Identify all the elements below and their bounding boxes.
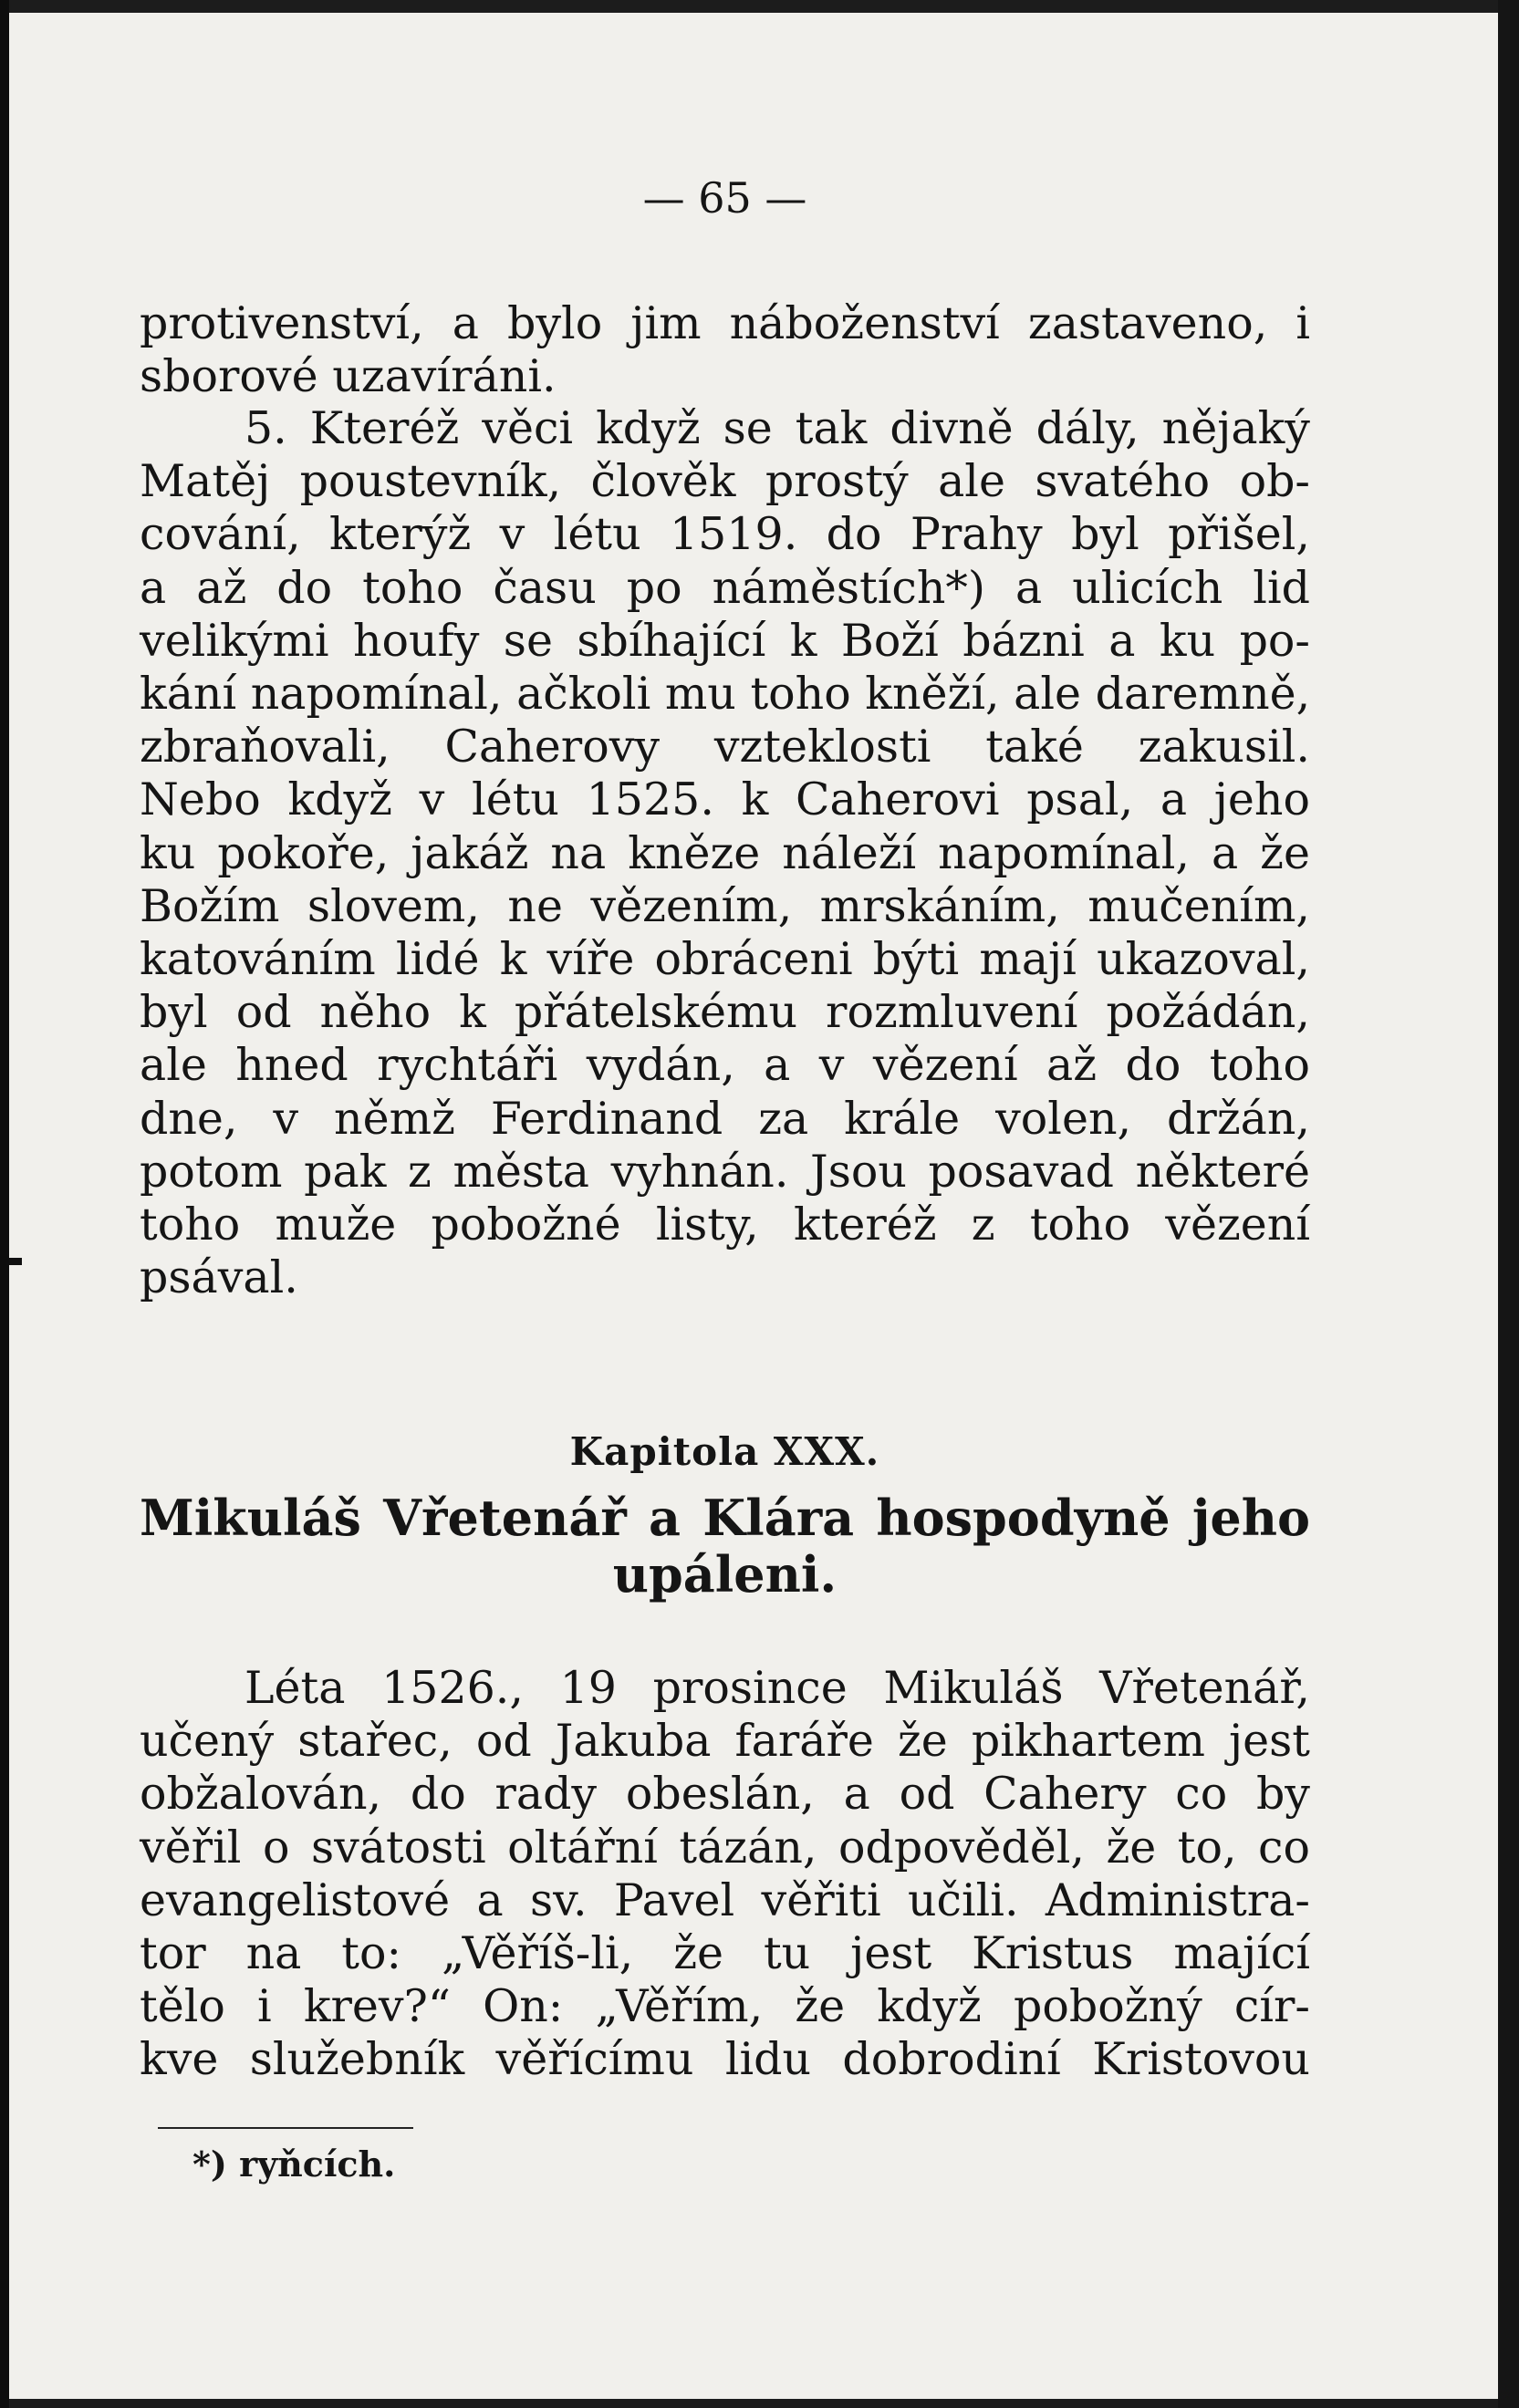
paragraph-3 xyxy=(140,1662,1310,2087)
chapter-title xyxy=(140,1489,1310,1603)
text-line: dne, v němž Ferdinand za krále volen, držán, xyxy=(140,1092,1310,1145)
paragraph-1 xyxy=(140,297,1310,403)
text-line: kání napomínal, ačkoli mu toho kněží, ale daremně, xyxy=(140,668,1311,721)
text-line: velikými houfy se sbíhající k Boží bázni a ku po- xyxy=(140,614,1310,667)
chapter-label: Kapitola XXX. xyxy=(569,1429,880,1474)
text-line: učený stařec, od Jakuba faráře že pikhartem jest xyxy=(140,1715,1310,1768)
text-line: Matěj poustevník, člověk prostý ale svatého ob- xyxy=(140,455,1310,508)
text-line: tělo i krev?“ On: „Věřím, že když pobožný cír- xyxy=(140,1980,1310,2033)
page-number: — 65 — xyxy=(642,173,807,223)
text-line: protivenství, a bylo jim náboženství zastaveno, i xyxy=(140,297,1310,349)
text-line: tor na to: „Věříš-li, že tu jest Kristus mající xyxy=(140,1927,1310,1980)
text-line: 5. Kteréž věci když se tak divně dály, nějaký xyxy=(244,402,1310,454)
page-edge-mark xyxy=(9,1258,22,1265)
text-line: věřil o svátosti oltářní tázán, odpověděl, že to, co xyxy=(140,1821,1310,1873)
footnote: *) ryňcích. xyxy=(192,2143,396,2185)
text-line: byl od něho k přátelskému rozmluvení požádán, xyxy=(140,986,1310,1039)
text-line: cování, kterýž v létu 1519. do Prahy byl přišel, xyxy=(140,508,1310,561)
text-line: a až do toho času po náměstích*) a ulicích lid xyxy=(140,561,1310,614)
scan-right-edge xyxy=(1498,0,1519,2408)
text-line: Léta 1526., 19 prosince Mikuláš Vřetenář, xyxy=(244,1662,1310,1714)
text-line: sborové uzavíráni. xyxy=(140,350,557,403)
text-line: obžalován, do rady obeslán, a od Cahery co by xyxy=(140,1768,1310,1821)
text-line: katováním lidé k víře obráceni býti mají ukazoval, xyxy=(140,933,1310,986)
text-line: kve služebník věřícímu lidu dobrodiní Kristovou xyxy=(140,2033,1310,2086)
text-line: ku pokoře, jakáž na kněze náleží napomínal, a že xyxy=(140,826,1310,879)
text-line: evangelistové a sv. Pavel věřiti učili. Administra- xyxy=(140,1873,1310,1926)
text-line: toho muže pobožné listy, kteréž z toho vězení xyxy=(140,1199,1310,1251)
text-line: psával. xyxy=(140,1251,298,1304)
text-line: ale hned rychtáři vydán, a v vězení až do toho xyxy=(140,1039,1310,1092)
footnote-rule xyxy=(158,2127,413,2129)
text-line: potom pak z města vyhnán. Jsou posavad některé xyxy=(140,1145,1310,1198)
text-line: zbraňovali, Caherovy vzteklosti také zakusil. xyxy=(140,721,1310,773)
text-line: Božím slovem, ne vězením, mrskáním, mučením, xyxy=(140,879,1310,932)
scan-left-edge xyxy=(0,0,9,2408)
text-line: Nebo když v létu 1525. k Caherovi psal, a jeho xyxy=(140,773,1310,826)
book-page xyxy=(9,13,1498,2399)
paragraph-2 xyxy=(140,402,1310,1304)
chapter-title-line: upáleni. xyxy=(612,1545,838,1604)
chapter-title-line: Mikuláš Vřetenář a Klára hospodyně jeho xyxy=(140,1489,1310,1547)
